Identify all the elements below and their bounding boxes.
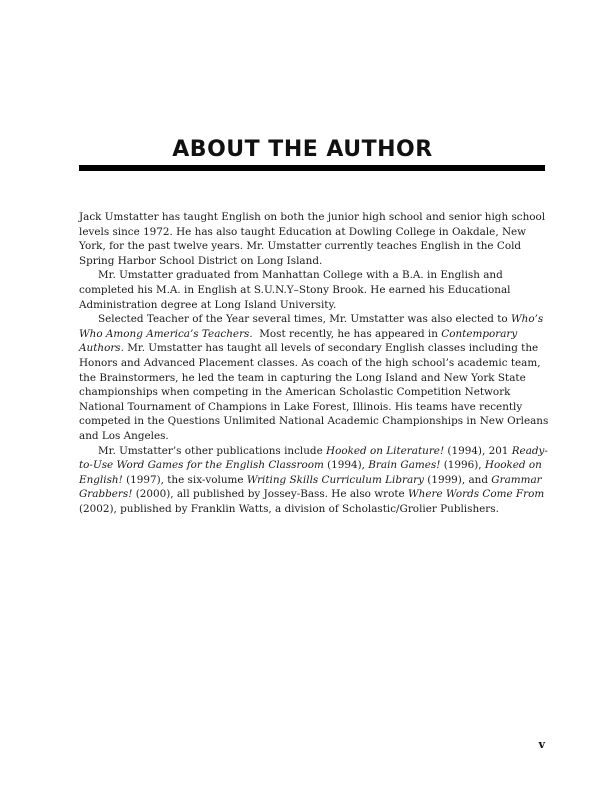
bio-paragraph-2 [79, 268, 549, 312]
text-segment: (1994), 201 [444, 444, 512, 457]
author-bio [79, 210, 549, 516]
text-segment: Mr. Umstatter graduated from Manhattan College with a B.A. in English and completed his M.A. in English at S.U.N.Y–Stony Brook. He earned his Educational Administration degree at Long Island University. [79, 269, 511, 311]
text-segment: Mr. Umstatter’s other publications include [98, 444, 327, 457]
page-title: ABOUT THE AUTHOR [172, 137, 433, 162]
title-underline-rule [79, 165, 545, 171]
text-segment: (1999), and [423, 473, 492, 486]
italic-title: Writing Skills Curriculum Library [246, 473, 424, 486]
text-segment: Selected Teacher of the Year several times, Mr. Umstatter was also elected to [98, 313, 511, 326]
italic-title-contemporary-authors: Contemporary Authors [79, 327, 518, 355]
italic-title: Grammar Grabbers! [79, 473, 542, 501]
italic-title: Where Words Come From [407, 488, 545, 501]
text-segment: (1994), [323, 459, 369, 472]
bio-paragraph-1 [79, 210, 549, 268]
page-number: v [538, 738, 545, 751]
text-segment: (1996), [440, 459, 485, 472]
bio-paragraph-4 [79, 444, 549, 517]
text-segment: Most recently, he has appeared in [252, 327, 442, 340]
text-segment: (2002), published by Franklin Watts, a division of Scholastic/Grolier Publishers. [79, 502, 499, 515]
text-segment: . Mr. Umstatter has taught all levels of secondary English classes including the Honors and Advanced Placement classes. As coach of the high school’s academic team, the Brainstormers, he led the team in capturing the Long Island and New York State championships when competing in the American Scholastic Competition Network National Tournament of Champions in Lake Forest, Illinois. His teams have recently competed in the Questions Unlimited National Academic Championships in New Orleans and Los Angeles. [79, 342, 549, 442]
italic-title: Brain Games! [368, 459, 441, 472]
italic-title: Ready-to-Use Word Games for the English Classroom [79, 444, 548, 472]
text-segment: (1997), the six-volume [122, 473, 247, 486]
italic-title: Hooked on Literature! [326, 444, 445, 457]
text-segment: Jack Umstatter has taught English on both the junior high school and senior high school levels since 1972. He has also taught Education at Dowling College in Oakdale, New York, for the past twelve years. Mr. Umstatter currently teaches English in the Cold Spring Harbor School District on Long Island. [79, 211, 546, 267]
italic-title-whos-who: Who’s Who Among America’s Teachers. [79, 313, 544, 340]
bio-paragraph-3 [79, 312, 549, 443]
text-segment: (2000), all published by Jossey-Bass. He also wrote [132, 488, 408, 501]
italic-title: Hooked on English! [79, 459, 542, 486]
